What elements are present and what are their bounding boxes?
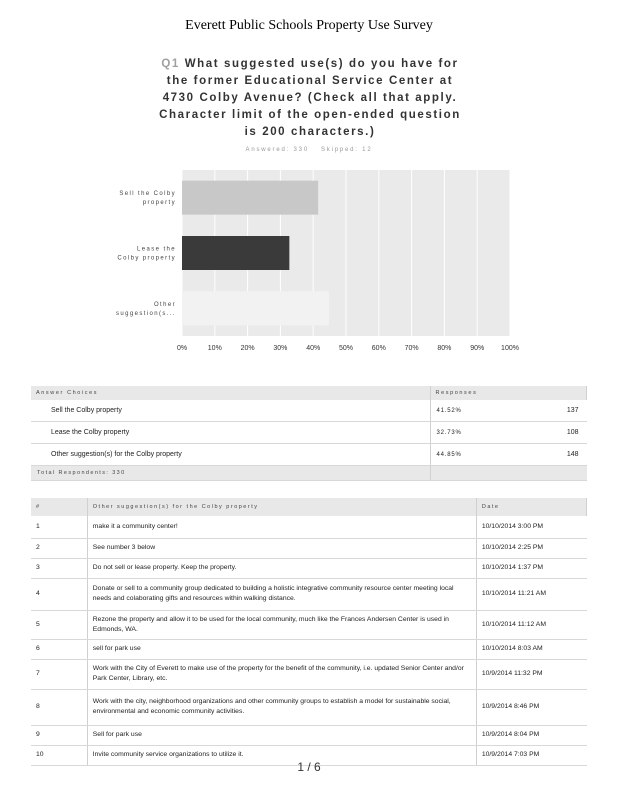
- row-number: 4: [31, 578, 87, 610]
- suggestion-date: 10/9/2014 8:46 PM: [476, 689, 586, 725]
- question-text-line-1: What suggested use(s) do you have for: [184, 58, 459, 70]
- bar: [182, 291, 329, 325]
- suggestion-header: Other suggestion(s) for the Colby property: [87, 498, 476, 516]
- x-tick-label: 90%: [470, 345, 485, 352]
- x-tick-label: 60%: [371, 345, 386, 352]
- x-tick-label: 100%: [501, 345, 519, 352]
- suggestion-text: make it a community center!: [87, 516, 476, 538]
- x-tick-label: 10%: [207, 345, 222, 352]
- answer-choices-table: [31, 386, 587, 481]
- row-number: 3: [31, 558, 87, 578]
- suggestion-date: 10/10/2014 11:21 AM: [476, 578, 586, 610]
- row-number: 1: [31, 516, 87, 538]
- suggestion-date: 10/9/2014 7:03 PM: [476, 745, 586, 765]
- x-tick-label: 80%: [437, 345, 452, 352]
- table-row: [31, 610, 587, 639]
- category-label: Lease the: [137, 246, 176, 253]
- suggestion-date: 10/10/2014 3:00 PM: [476, 516, 586, 538]
- bar-chart: [0, 162, 618, 362]
- suggestion-text: Sell for park use: [87, 725, 476, 745]
- row-number: 6: [31, 639, 87, 659]
- page-indicator: 1 / 6: [297, 760, 321, 774]
- total-respondents: Total Respondents: 330: [31, 466, 430, 481]
- suggestion-text: Rezone the property and allow it to be used for the local community, much like the Frances Andersen Center is used in Edmonds, WA.: [87, 610, 476, 639]
- response-count: 108: [533, 422, 587, 444]
- suggestion-date: 10/9/2014 11:32 PM: [476, 659, 586, 689]
- suggestion-text: Work with the City of Everett to make use of the property for the benefit of the community, i.e. updated Senior Center and/or Park Center, Library, etc.: [87, 659, 476, 689]
- answer-choice: Sell the Colby property: [31, 400, 430, 422]
- response-stats: [0, 147, 618, 153]
- suggestion-text: Work with the city, neighborhood organizations and other community groups to establish a model for sustainable social, environmental and economic community activities.: [87, 689, 476, 725]
- table-row: [31, 400, 587, 422]
- table-row: [31, 538, 587, 558]
- row-number: 7: [31, 659, 87, 689]
- suggestion-date: 10/10/2014 1:37 PM: [476, 558, 586, 578]
- document-title: Everett Public Schools Property Use Survey: [185, 18, 433, 33]
- category-label: Sell the Colby: [119, 191, 176, 198]
- table-row: [31, 558, 587, 578]
- responses-header: Responses: [430, 386, 587, 400]
- row-number: 9: [31, 725, 87, 745]
- category-label: Other: [153, 301, 176, 308]
- table-row: [31, 422, 587, 444]
- row-number: 10: [31, 745, 87, 765]
- skipped-count: Skipped: 12: [320, 147, 373, 153]
- suggestions-table: [31, 498, 587, 766]
- category-label: suggestion(s...: [115, 310, 176, 317]
- question-number: Q1: [161, 58, 180, 70]
- suggestion-date: 10/10/2014 8:03 AM: [476, 639, 586, 659]
- answer-choice: Other suggestion(s) for the Colby property: [31, 444, 430, 466]
- question-text-line-4: Character limit of the open-ended question: [159, 109, 461, 121]
- response-count: 148: [533, 444, 587, 466]
- bar: [182, 236, 289, 270]
- table-row: [31, 516, 587, 538]
- suggestion-text: sell for park use: [87, 639, 476, 659]
- row-number: 2: [31, 538, 87, 558]
- suggestion-date: 10/10/2014 11:12 AM: [476, 610, 586, 639]
- total-row-spacer: [430, 466, 587, 481]
- table-row: [31, 639, 587, 659]
- date-header: Date: [476, 498, 586, 516]
- response-count: 137: [533, 400, 587, 422]
- question-text-line-3: 4730 Colby Avenue? (Check all that apply.: [162, 92, 458, 104]
- table-row: [31, 689, 587, 725]
- suggestion-text: Invite community service organizations to utilize it.: [87, 745, 476, 765]
- table-row: [31, 659, 587, 689]
- x-tick-label: 50%: [338, 345, 354, 352]
- suggestion-text: Donate or sell to a community group dedicated to building a holistic integrative community resource center meeting local needs and colaborating gifts and resources within walking distance.: [87, 578, 476, 610]
- row-number: 8: [31, 689, 87, 725]
- table-row: [31, 578, 587, 610]
- suggestion-date: 10/9/2014 8:04 PM: [476, 725, 586, 745]
- suggestion-text: See number 3 below: [87, 538, 476, 558]
- x-tick-label: 20%: [240, 345, 255, 352]
- row-number: 5: [31, 610, 87, 639]
- suggestion-date: 10/10/2014 2:25 PM: [476, 538, 586, 558]
- x-tick-label: 30%: [273, 345, 288, 352]
- x-tick-label: 40%: [306, 345, 321, 352]
- x-tick-label: 0%: [176, 345, 188, 352]
- suggestion-text: Do not sell or lease property. Keep the property.: [87, 558, 476, 578]
- answer-choices-header: Answer Choices: [31, 386, 430, 400]
- question-text-line-2: the former Educational Service Center at: [166, 75, 454, 87]
- question-heading: [150, 56, 470, 141]
- bar: [182, 181, 318, 215]
- table-row: [31, 444, 587, 466]
- x-tick-label: 70%: [404, 345, 419, 352]
- table-row: [31, 725, 587, 745]
- answered-count: Answered: 330: [245, 147, 309, 153]
- response-percent: 41.52%: [430, 400, 533, 422]
- category-label: property: [142, 200, 176, 207]
- total-respondents-row: [31, 466, 587, 481]
- response-percent: 44.85%: [430, 444, 533, 466]
- category-label: Colby property: [117, 255, 176, 262]
- question-text-line-5: is 200 characters.): [244, 126, 376, 138]
- response-percent: 32.73%: [430, 422, 533, 444]
- number-header: #: [31, 498, 87, 516]
- answer-choice: Lease the Colby property: [31, 422, 430, 444]
